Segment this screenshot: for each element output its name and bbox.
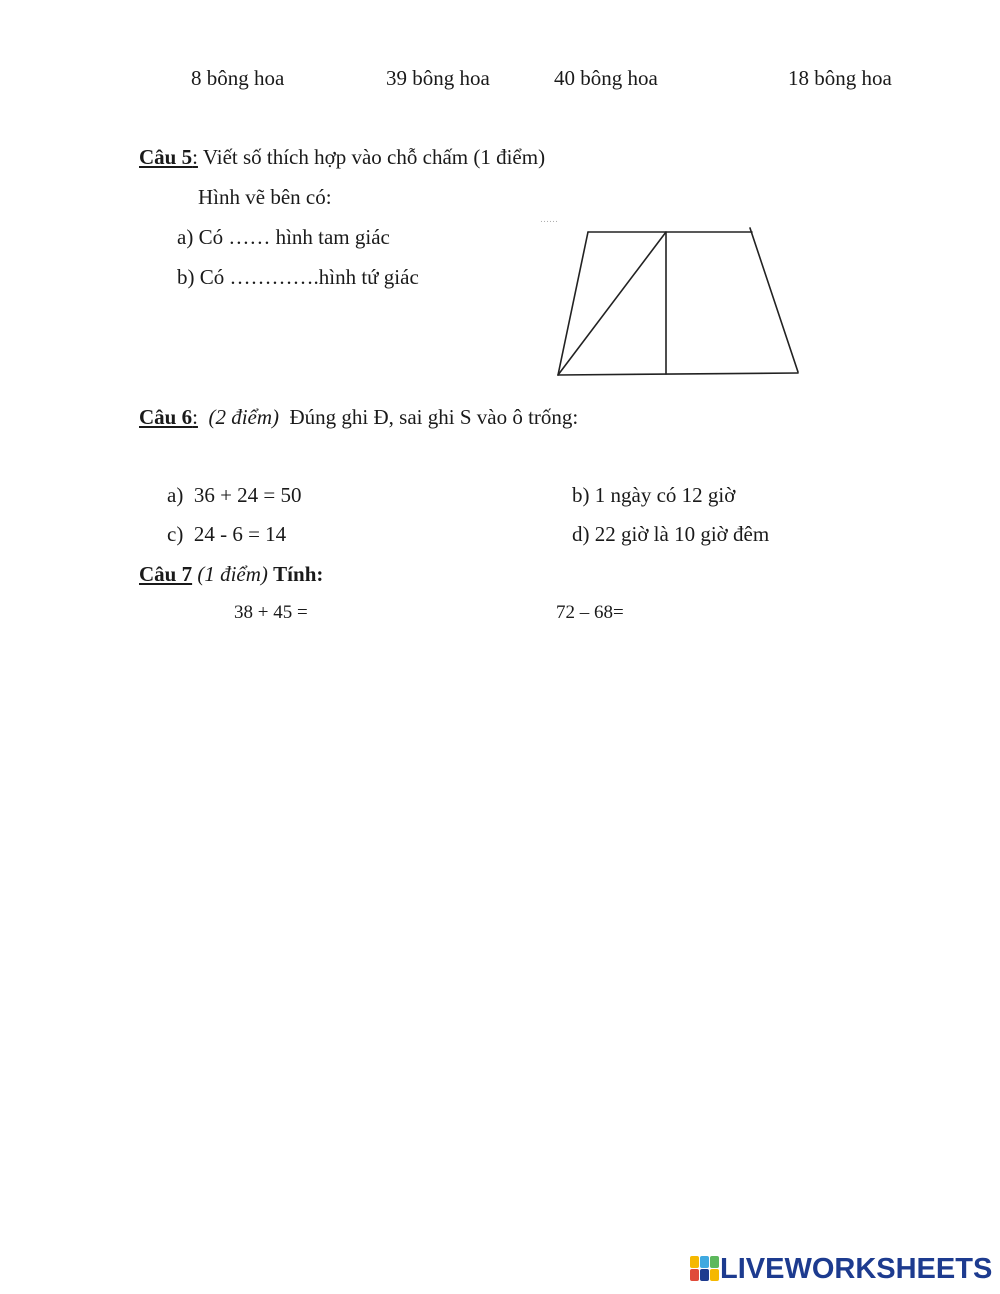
item-a-prefix: a) bbox=[167, 483, 184, 507]
question-6-text: Đúng ghi Đ, sai ghi S vào ô trống: bbox=[289, 405, 579, 429]
question-6-heading bbox=[139, 405, 578, 430]
liveworksheets-logo-icon bbox=[690, 1256, 718, 1282]
question-7-points: (1 điểm) bbox=[197, 562, 268, 586]
figure-dots: …… bbox=[540, 214, 558, 224]
option-40-flowers: 40 bông hoa bbox=[554, 66, 658, 90]
figure-right-edge bbox=[750, 228, 798, 372]
question-7-title: Tính: bbox=[273, 562, 324, 586]
question-6-item-c bbox=[167, 522, 286, 547]
item-c-prefix: c) bbox=[167, 522, 184, 546]
question-6-points: (2 điểm) bbox=[208, 405, 280, 429]
question-7-label: Câu 7 bbox=[139, 562, 193, 586]
question-5-part-b: b) Có ………….hình tứ giác bbox=[177, 265, 419, 289]
question-5-intro: Hình vẽ bên có: bbox=[198, 185, 332, 209]
figure-bottom-edge bbox=[558, 373, 798, 375]
question-5-part-a: a) Có …… hình tam giác bbox=[177, 225, 390, 249]
item-c-text: 24 - 6 = 14 bbox=[193, 522, 287, 546]
question-5-text: Viết số thích hợp vào chỗ chấm (1 điểm) bbox=[197, 145, 546, 169]
question-6-colon: : bbox=[192, 405, 198, 429]
question-7-heading bbox=[139, 562, 323, 587]
figure-left-edge bbox=[558, 232, 588, 375]
question-6-item-b: b) 1 ngày có 12 giờ bbox=[572, 483, 736, 507]
question-7-expr-2: 72 – 68= bbox=[556, 602, 624, 623]
question-5-colon: : bbox=[192, 145, 198, 169]
question-6-item-d: d) 22 giờ là 10 giờ đêm bbox=[572, 522, 770, 546]
option-18-flowers: 18 bông hoa bbox=[788, 66, 892, 90]
question-6-label: Câu 6 bbox=[139, 405, 193, 429]
item-a-text: 36 + 24 = 50 bbox=[193, 483, 302, 507]
question-6-item-a bbox=[167, 483, 302, 508]
question-5-heading bbox=[139, 145, 545, 170]
liveworksheets-logo bbox=[690, 1252, 992, 1286]
trapezoid-figure bbox=[540, 220, 810, 385]
option-39-flowers: 39 bông hoa bbox=[386, 66, 490, 90]
figure-diagonal bbox=[558, 232, 666, 375]
question-5-label: Câu 5 bbox=[139, 145, 193, 169]
option-8-flowers: 8 bông hoa bbox=[191, 66, 285, 90]
liveworksheets-logo-text: LIVEWORKSHEETS bbox=[720, 1252, 993, 1285]
question-7-expr-1: 38 + 45 = bbox=[234, 602, 308, 623]
